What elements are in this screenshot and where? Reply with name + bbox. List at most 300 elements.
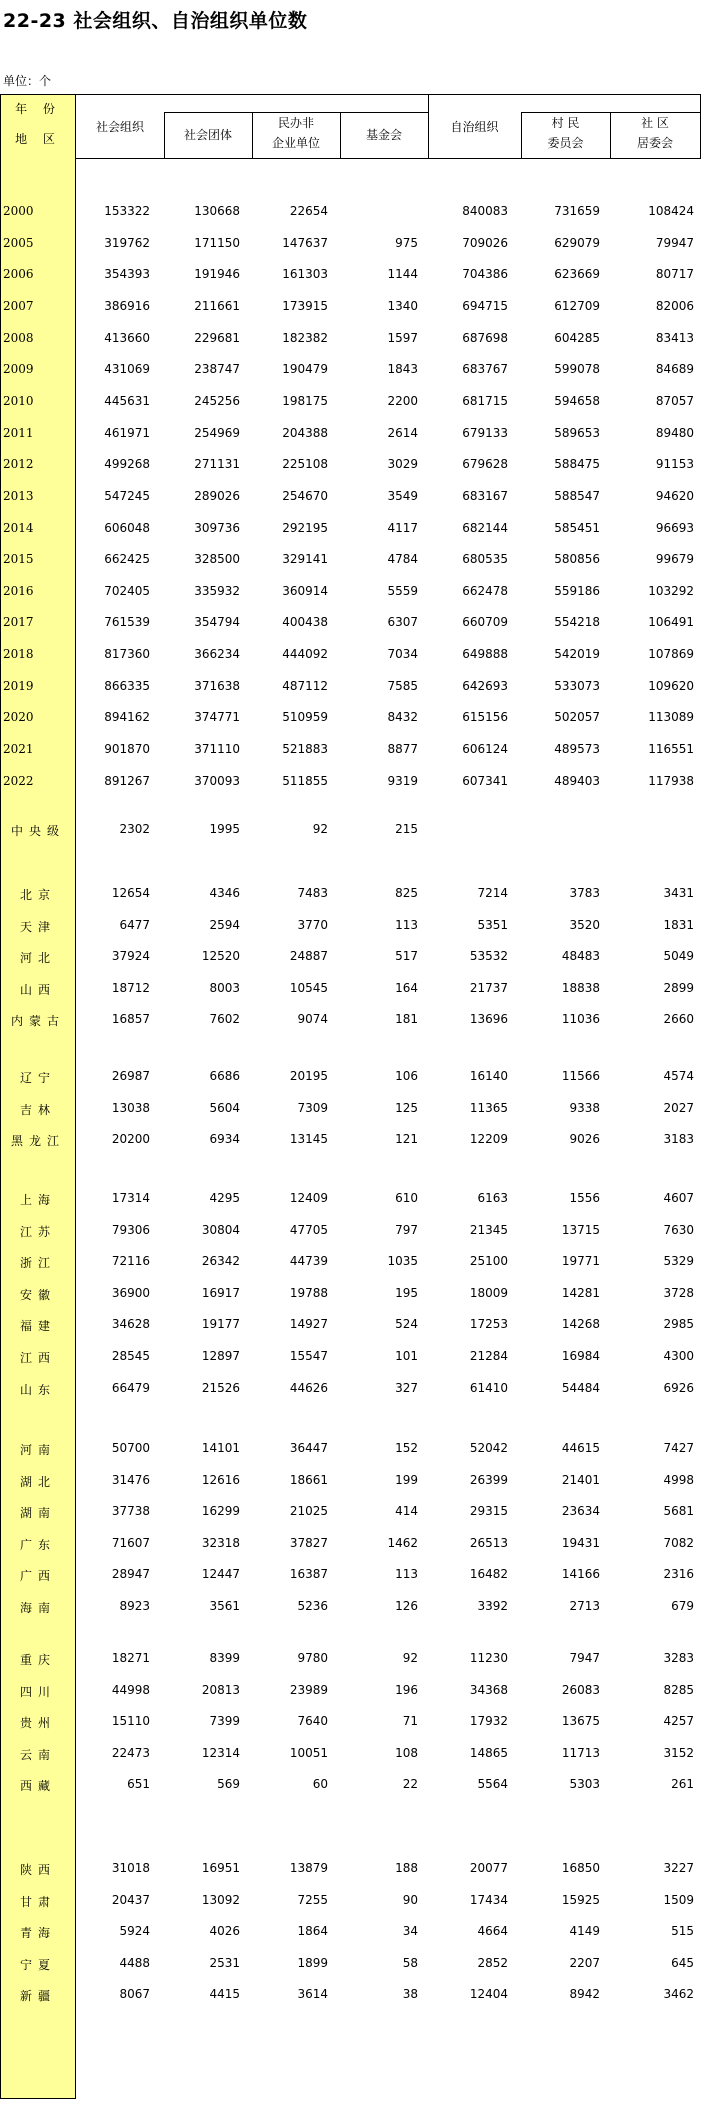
table-cell: 3561 [209,1599,240,1613]
table-cell: 16857 [111,1012,150,1027]
table-cell: 502057 [554,710,600,725]
table-cell: 271131 [194,457,240,472]
table-cell: 66479 [111,1380,150,1395]
col-header-foundation: 基金会 [365,128,402,142]
table-cell: 99679 [655,552,694,567]
table-cell: 761539 [104,615,150,630]
table-cell: 5924 [119,1924,150,1939]
table-cell: 662478 [462,583,508,598]
table-cell: 22654 [289,204,328,218]
table-cell: 164 [395,980,418,995]
table-cell: 87057 [655,393,694,408]
table-cell: 13715 [561,1222,600,1237]
row-label: 2015 [3,552,34,567]
table-cell: 109620 [648,678,694,693]
table-cell: 71607 [111,1535,150,1550]
table-cell: 9338 [569,1100,600,1115]
table-cell: 16387 [289,1567,328,1582]
table-cell: 107869 [648,647,694,662]
row-label: 2005 [3,235,34,250]
table-cell: 5303 [569,1777,600,1792]
table-cell: 15547 [289,1349,328,1363]
table-cell: 171150 [194,235,240,250]
table-cell: 5559 [387,583,418,598]
table-cell: 21526 [201,1380,240,1395]
table-cell: 4300 [663,1349,694,1363]
row-label: 2014 [3,520,34,535]
table-cell: 60 [312,1777,328,1792]
row-label: 2000 [3,204,34,218]
table-cell: 683767 [462,362,508,377]
table-cell: 6163 [477,1191,508,1205]
table-cell: 19771 [561,1254,600,1269]
table-cell: 7602 [209,1012,240,1027]
table-cell: 94620 [655,488,694,503]
table-cell: 23989 [289,1682,328,1697]
table-cell: 2027 [663,1100,694,1115]
table-cell: 9074 [297,1012,328,1027]
table-cell: 1864 [297,1924,328,1939]
table-cell: 238747 [194,362,240,377]
row-label: 2019 [3,678,34,693]
row-label: 2006 [3,267,34,282]
row-label: 山西 [19,982,56,997]
row-label: 2010 [3,393,34,408]
table-cell: 108424 [648,204,694,218]
table-cell: 374771 [194,710,240,725]
col-header-social-org: 社会组织 [95,120,144,134]
col-header-villager-1: 村 民 [551,116,580,130]
table-cell: 680535 [462,552,508,567]
table-cell: 413660 [104,330,150,345]
table-cell: 510959 [282,710,328,725]
row-label: 辽宁 [19,1071,56,1085]
col-header-social-group: 社会团体 [183,128,232,142]
table-cell: 7034 [387,647,418,662]
table-cell: 2316 [663,1567,694,1582]
table-cell: 4295 [209,1191,240,1205]
table-cell: 13675 [561,1714,600,1729]
table-cell: 371638 [194,678,240,693]
table-cell: 130668 [194,204,240,218]
table-cell: 12897 [201,1349,240,1363]
table-cell: 585451 [554,520,600,535]
table-cell: 8285 [663,1682,694,1697]
row-label: 2020 [3,710,34,725]
row-label: 2011 [3,425,34,440]
table-cell: 366234 [194,647,240,662]
table-cell: 371110 [194,742,240,757]
table-cell: 161303 [282,267,328,282]
col-header-villager-2: 委员会 [547,136,584,150]
table-cell: 13145 [289,1132,328,1147]
table-cell: 499268 [104,457,150,472]
row-label: 江西 [19,1351,56,1365]
table-cell: 153322 [104,204,150,218]
table-cell: 26342 [201,1254,240,1269]
table-cell: 199 [395,1472,418,1487]
table-cell: 101 [395,1349,418,1363]
table-cell: 3614 [297,1987,328,2002]
table-cell: 7427 [663,1441,694,1455]
table-cell: 354794 [194,615,240,630]
table-cell: 487112 [282,678,328,693]
table-cell: 37738 [111,1504,150,1519]
unit-label: 单位：个 [3,74,52,88]
table-cell: 182382 [282,330,328,345]
table-cell: 9026 [569,1132,600,1147]
row-label: 黑龙江 [10,1134,65,1149]
table-cell: 106 [395,1069,418,1083]
table-cell: 6477 [119,917,150,932]
page-title: 22-23 社会组织、自治组织单位数 [3,10,308,32]
row-label: 福建 [19,1319,56,1334]
table-cell: 594658 [554,393,600,408]
table-cell: 2713 [569,1599,600,1613]
table-cell: 8877 [387,742,418,757]
table-cell: 126 [395,1599,418,1613]
table-cell: 4998 [663,1472,694,1487]
table-cell: 521883 [282,742,328,757]
table-cell: 3152 [663,1745,694,1760]
row-label: 湖北 [19,1474,56,1489]
table-cell: 61410 [469,1380,508,1395]
table-cell: 461971 [104,425,150,440]
table-cell: 431069 [104,362,150,377]
table-cell: 16482 [469,1567,508,1582]
table-cell: 679 [671,1599,694,1613]
table-cell: 50700 [111,1441,150,1455]
table-cell: 32318 [201,1535,240,1550]
row-label: 江苏 [19,1224,56,1239]
table-cell: 4257 [663,1714,694,1729]
table-cell: 840083 [462,204,508,218]
table-cell: 22 [402,1777,418,1792]
table-cell: 335932 [194,583,240,598]
row-label: 北京 [19,888,56,902]
table-cell: 125 [395,1100,418,1115]
table-cell: 3549 [387,488,418,503]
table-cell: 48483 [561,949,600,964]
table-cell: 83413 [655,330,694,345]
table-cell: 13879 [289,1861,328,1875]
table-cell: 121 [395,1132,418,1147]
table-cell: 5329 [663,1254,694,1269]
table-cell: 16917 [201,1285,240,1300]
table-cell: 2531 [209,1955,240,1970]
col-header-private-nonenterprise-2: 企业单位 [271,136,320,150]
table-cell: 21401 [561,1472,600,1487]
table-cell: 2302 [119,822,150,836]
table-cell: 254670 [282,488,328,503]
table-cell: 116551 [648,742,694,757]
row-label: 天津 [19,919,56,934]
table-cell: 6307 [387,615,418,630]
table-cell: 629079 [554,235,600,250]
table-cell: 370093 [194,773,240,788]
table-cell: 651 [127,1777,150,1792]
table-cell: 18009 [469,1285,508,1300]
table-cell: 38 [402,1987,418,2002]
table-cell: 10051 [289,1745,328,1760]
row-label: 2022 [3,773,34,788]
table-cell: 4607 [663,1191,694,1205]
table-cell: 533073 [554,678,600,693]
table-cell: 542019 [554,647,600,662]
table-cell: 9780 [297,1651,328,1665]
table-cell: 204388 [282,425,328,440]
table-cell: 13092 [201,1892,240,1907]
table-cell: 52042 [469,1441,508,1455]
table-cell: 319762 [104,235,150,250]
table-cell: 7947 [569,1651,600,1665]
table-cell: 3183 [663,1132,694,1147]
table-cell: 891267 [104,773,150,788]
row-label: 宁夏 [19,1957,56,1972]
row-label: 西藏 [19,1779,56,1794]
row-label: 云南 [19,1747,56,1762]
col-header-resident-2: 居委会 [636,136,673,150]
table-cell: 79947 [655,235,694,250]
table-cell: 709026 [462,235,508,250]
table-cell: 3728 [663,1285,694,1300]
table-cell: 1462 [387,1535,418,1550]
table-cell: 7640 [297,1714,328,1729]
table-cell: 660709 [462,615,508,630]
table-cell: 7399 [209,1714,240,1729]
table-cell: 173915 [282,298,328,313]
table-cell: 588475 [554,457,600,472]
table-cell: 245256 [194,393,240,408]
table-cell: 894162 [104,710,150,725]
row-label: 山东 [19,1382,56,1397]
row-label: 河南 [19,1443,56,1457]
table-cell: 7082 [663,1535,694,1550]
table-cell: 17314 [111,1191,150,1205]
table-cell: 13038 [111,1100,150,1115]
table-cell: 31018 [111,1861,150,1875]
table-cell: 6934 [209,1132,240,1147]
table-cell: 225108 [282,457,328,472]
table-cell: 113 [395,917,418,932]
table-cell: 2614 [387,425,418,440]
table-cell: 26083 [561,1682,600,1697]
row-label: 安徽 [19,1287,56,1302]
table-cell: 5564 [477,1777,508,1792]
table-cell: 13696 [469,1012,508,1027]
table-cell: 327 [395,1380,418,1395]
table-cell: 20195 [289,1069,328,1083]
table-cell: 34 [402,1924,418,1939]
table-cell: 37827 [289,1535,328,1550]
table-cell: 2207 [569,1955,600,1970]
table-cell: 26399 [469,1472,508,1487]
table-cell: 702405 [104,583,150,598]
table-cell: 18838 [561,980,600,995]
col-header-resident-1: 社 区 [641,116,669,130]
col-header-self-gov-org: 自治组织 [450,120,499,134]
row-label: 陕西 [19,1863,56,1877]
table-cell: 4488 [119,1955,150,1970]
table-cell: 1144 [387,267,418,282]
table-cell: 1843 [387,362,418,377]
table-cell: 20077 [469,1861,508,1875]
table-cell: 47705 [289,1222,328,1237]
row-label: 贵州 [19,1716,56,1731]
table-cell: 21737 [469,980,508,995]
table-cell: 261 [671,1777,694,1792]
table-cell: 19431 [561,1535,600,1550]
table-cell: 12209 [469,1132,508,1147]
table-cell: 14865 [469,1745,508,1760]
table-cell: 215 [395,822,418,836]
table-cell: 18271 [111,1651,150,1665]
row-label: 广东 [19,1537,56,1552]
row-label: 新疆 [19,1989,56,2004]
table-cell: 24887 [289,949,328,964]
table-cell: 1340 [387,298,418,313]
table-cell: 5236 [297,1599,328,1613]
table-cell: 607341 [462,773,508,788]
row-label: 广西 [19,1569,56,1584]
row-label: 甘肃 [19,1894,56,1909]
table-cell: 1995 [209,822,240,836]
row-label: 2012 [3,457,34,472]
table-cell: 91153 [655,457,694,472]
table-cell: 188 [395,1861,418,1875]
table-cell: 30804 [201,1222,240,1237]
table-cell: 3283 [663,1651,694,1665]
table-cell: 7214 [477,886,508,900]
table-cell: 489573 [554,742,600,757]
table-cell: 8432 [387,710,418,725]
table-cell: 147637 [282,235,328,250]
table-cell: 2660 [663,1012,694,1027]
corner-year-label: 年 份 [15,102,61,116]
table-cell: 2985 [663,1317,694,1332]
table-cell: 14268 [561,1317,600,1332]
table-cell: 14166 [561,1567,600,1582]
table-cell: 113 [395,1567,418,1582]
table-cell: 309736 [194,520,240,535]
table-cell: 18712 [111,980,150,995]
row-label: 重庆 [19,1653,56,1667]
table-cell: 14927 [289,1317,328,1332]
table-cell: 580856 [554,552,600,567]
table-cell: 4346 [209,886,240,900]
table-cell: 386916 [104,298,150,313]
table-cell: 20437 [111,1892,150,1907]
table-cell: 1556 [569,1191,600,1205]
table-cell: 289026 [194,488,240,503]
table-cell: 5681 [663,1504,694,1519]
table-cell: 975 [395,235,418,250]
table-cell: 28545 [111,1349,150,1363]
table-cell: 5351 [477,917,508,932]
table-cell: 28947 [111,1567,150,1582]
table-cell: 4574 [663,1069,694,1083]
table-cell: 191946 [194,267,240,282]
table-cell: 662425 [104,552,150,567]
table-cell: 547245 [104,488,150,503]
table-cell: 825 [395,886,418,900]
table-cell: 4026 [209,1924,240,1939]
table-cell: 354393 [104,267,150,282]
table-cell: 2852 [477,1955,508,1970]
row-label: 吉林 [19,1102,56,1117]
table-cell: 589653 [554,425,600,440]
table-cell: 34628 [111,1317,150,1332]
table-cell: 16951 [201,1861,240,1875]
table-cell: 694715 [462,298,508,313]
table-cell: 19177 [201,1317,240,1332]
corner-region-label: 地 区 [15,132,61,146]
table-cell: 414 [395,1504,418,1519]
table-cell: 26987 [111,1069,150,1083]
table-cell: 515 [671,1924,694,1939]
row-label: 青海 [19,1926,56,1941]
table-cell: 14281 [561,1285,600,1300]
table-cell: 44998 [111,1682,150,1697]
table-cell: 16140 [469,1069,508,1083]
table-cell: 797 [395,1222,418,1237]
table-cell: 687698 [462,330,508,345]
table-cell: 11566 [561,1069,600,1083]
table-cell: 360914 [282,583,328,598]
table-cell: 329141 [282,552,328,567]
table-cell: 21284 [469,1349,508,1363]
row-label: 2017 [3,615,34,630]
table-cell: 17434 [469,1892,508,1907]
table-cell: 489403 [554,773,600,788]
table-cell: 444092 [282,647,328,662]
table-cell: 7585 [387,678,418,693]
table-cell: 92 [402,1651,418,1665]
table-cell: 569 [217,1777,240,1792]
table-cell: 817360 [104,647,150,662]
table-cell: 103292 [648,583,694,598]
table-cell: 20200 [111,1132,150,1147]
table-cell: 198175 [282,393,328,408]
table-cell: 15110 [111,1714,150,1729]
data-table [0,94,701,2099]
table-cell: 4784 [387,552,418,567]
table-cell: 79306 [111,1222,150,1237]
table-cell: 7309 [297,1100,328,1115]
table-cell: 44739 [289,1254,328,1269]
row-label: 中央级 [10,824,65,838]
table-cell: 254969 [194,425,240,440]
table-cell: 3462 [663,1987,694,2002]
table-cell: 5604 [209,1100,240,1115]
table-cell: 8923 [119,1599,150,1613]
table-cell: 89480 [655,425,694,440]
table-cell: 615156 [462,710,508,725]
table-cell: 17253 [469,1317,508,1332]
table-cell: 16850 [561,1861,600,1875]
table-cell: 623669 [554,267,600,282]
table-cell: 328500 [194,552,240,567]
table-cell: 4415 [209,1987,240,2002]
table-cell: 31476 [111,1472,150,1487]
col-header-private-nonenterprise-1: 民办非 [277,116,314,130]
table-cell: 19788 [289,1285,328,1300]
table-cell: 26513 [469,1535,508,1550]
table-cell: 7630 [663,1222,694,1237]
table-cell: 445631 [104,393,150,408]
table-cell: 292195 [282,520,328,535]
table-cell: 610 [395,1191,418,1205]
